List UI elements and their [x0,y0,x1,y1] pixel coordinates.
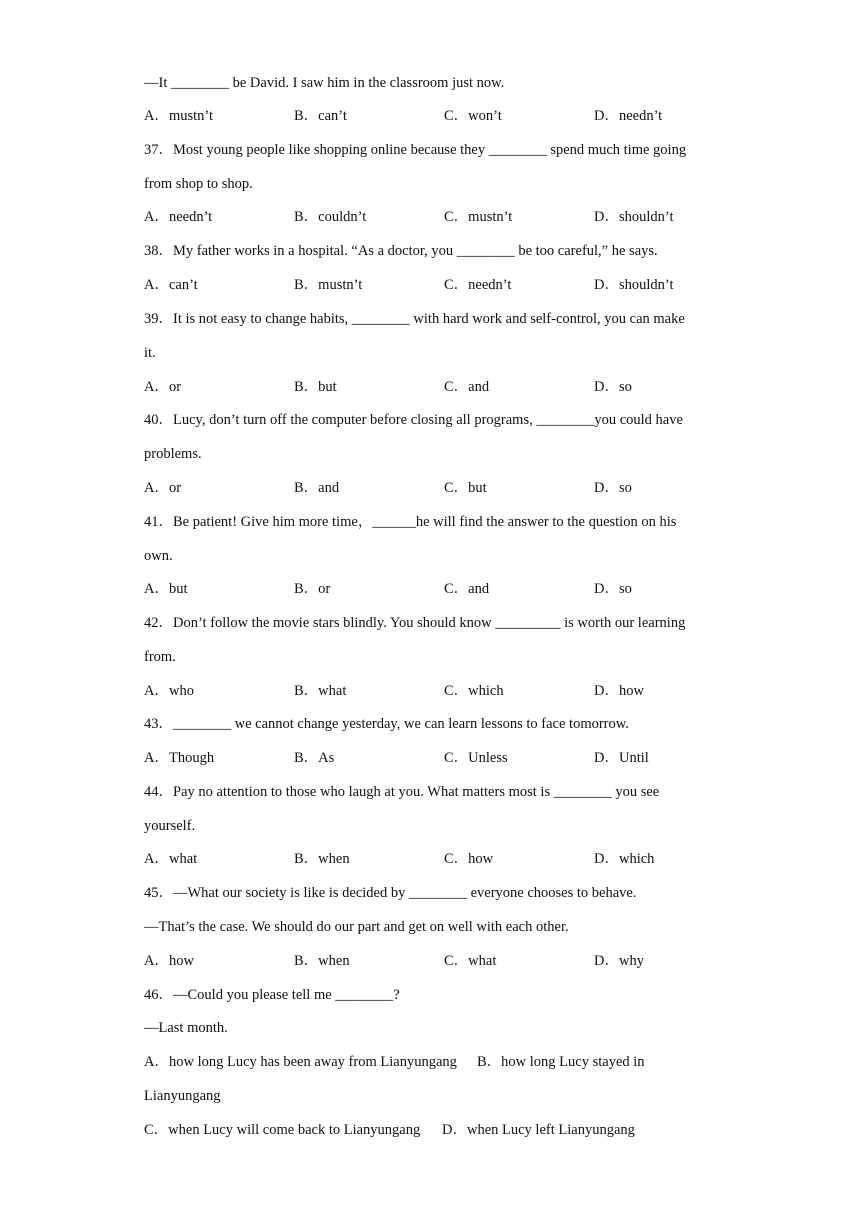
option-b-cont: Lianyungang [144,1088,221,1104]
option-d: D．why [594,953,644,969]
option-a: A．how long Lucy has been away from Lianyungang [144,1054,457,1070]
option-b: B．or [294,581,331,597]
option-b: B．when [294,953,350,969]
option-d: D．shouldn’t [594,209,674,225]
options-row [144,376,784,398]
option-d: D．so [594,379,632,395]
options-row [144,747,784,769]
option-a: A．but [144,581,188,597]
question-41-text-cont: own. [144,548,173,564]
question-40-text: 40．Lucy, don’t turn off the computer before closing all programs, ________you could have [144,412,683,428]
question-45-text: 45．—What our society is like is decided by ________ everyone chooses to behave. [144,885,637,901]
option-d: D．when Lucy left Lianyungang [442,1122,635,1138]
question-42-text: 42．Don’t follow the movie stars blindly. You should know _________ is worth our learning [144,615,686,631]
option-c: C．how [444,851,494,867]
question-44-text: 44．Pay no attention to those who laugh at you. What matters most is ________ you see [144,784,660,800]
question-39-text: 39．It is not easy to change habits, ________ with hard work and self-control, you can make [144,311,685,327]
option-c: C．what [444,953,497,969]
option-d: D．shouldn’t [594,277,674,293]
options-row [144,1051,784,1073]
question-44-text-cont: yourself. [144,818,196,834]
option-d: D．so [594,581,632,597]
question-43-text: 43．________ we cannot change yesterday, we can learn lessons to face tomorrow. [144,716,629,732]
option-c: C．but [444,480,487,496]
question-45-response: —That’s the case. We should do our part and get on well with each other. [144,919,569,935]
options-row [144,105,784,127]
option-a: A．how [144,953,194,969]
options-row [144,274,784,296]
question-46-response: —Last month. [144,1020,228,1036]
option-c: C．needn’t [444,277,512,293]
options-row [144,477,784,499]
option-d: D．so [594,480,632,496]
option-d: D．needn’t [594,108,663,124]
question-42-text-cont: from. [144,649,176,665]
option-c: C．mustn’t [444,209,513,225]
option-a: A．needn’t [144,209,213,225]
option-b: B．but [294,379,337,395]
option-a: A．Though [144,750,215,766]
option-b: B．when [294,851,350,867]
option-a: A．who [144,683,194,699]
question-text: —It ________ be David. I saw him in the classroom just now. [144,75,505,91]
option-b: B．what [294,683,347,699]
question-38-text: 38．My father works in a hospital. “As a doctor, you ________ be too careful,” he says. [144,243,658,259]
option-a: A．what [144,851,198,867]
option-c: C．when Lucy will come back to Lianyungang [144,1122,421,1138]
question-37-text: 37．Most young people like shopping online because they ________ spend much time going [144,142,687,158]
option-c: C．which [444,683,504,699]
option-c: C．won’t [444,108,502,124]
options-row [144,578,784,600]
question-46-text: 46．—Could you please tell me ________? [144,987,400,1003]
option-c: C．and [444,581,490,597]
option-b: B．As [294,750,335,766]
option-a: A．mustn’t [144,108,214,124]
options-row [144,848,784,870]
option-d: D．which [594,851,655,867]
options-row [144,680,784,702]
question-41-text: 41．Be patient! Give him more time，______he will find the answer to the question on his [144,514,677,530]
option-b: B．mustn’t [294,277,363,293]
option-b: B．can’t [294,108,347,124]
question-37-text-cont: from shop to shop. [144,176,253,192]
question-39-text-cont: it. [144,345,156,361]
option-a: A．or [144,480,182,496]
options-row [144,1119,784,1141]
option-b: B．how long Lucy stayed in [477,1054,645,1070]
option-c: C．Unless [444,750,508,766]
option-d: D．Until [594,750,649,766]
options-row [144,950,784,972]
option-d: D．how [594,683,644,699]
option-a: A．or [144,379,182,395]
option-c: C．and [444,379,490,395]
option-b: B．and [294,480,340,496]
question-40-text-cont: problems. [144,446,202,462]
option-b: B．couldn’t [294,209,367,225]
option-a: A．can’t [144,277,198,293]
options-row [144,206,784,228]
